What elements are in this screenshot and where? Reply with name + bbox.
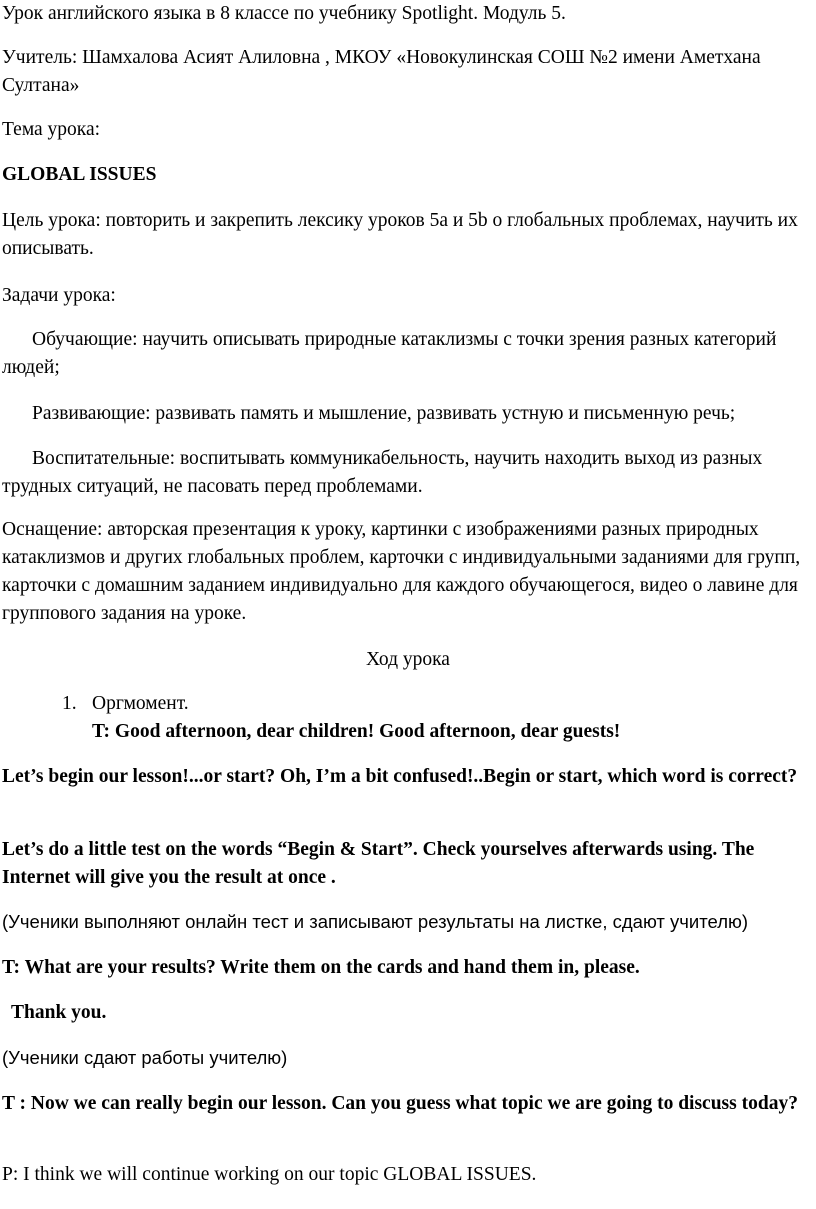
lesson-goal: Цель урока: повторить и закрепить лексику уроков 5a и 5b о глобальных проблемах, научить их описывать. [2, 210, 798, 259]
teacher-info: Учитель: Шамхалова Асият Алиловна , МКОУ «Новокулинская СОШ №2 имени Аметхана Султана» [2, 47, 761, 96]
task-educational: Обучающие: научить описывать природные катаклизмы с точки зрения разных категорий людей; [2, 329, 777, 378]
lesson-header: Урок английского языка в 8 классе по учебнику Spotlight. Модуль 5. [2, 3, 566, 24]
task-upbringing: Воспитательные: воспитывать коммуникабельность, научить находить выход из разных трудных ситуаций, не пасовать перед проблемами. [2, 448, 763, 497]
topic-title: GLOBAL ISSUES [2, 164, 157, 185]
equipment-paragraph: Оснащение: авторская презентация к уроку, картинки с изображениями разных природных катаклизмов и других глобальных проблем, карточки с индивидуальными заданиями для групп, карточки с домашним заданием индивидуально для каждого обучающегося, видео о лавине для группового задания на уроке. [2, 519, 801, 624]
teacher-greeting: T: Good afternoon, dear children! Good afternoon, dear guests! [92, 721, 621, 742]
list-number: 1. [62, 693, 77, 714]
students-test-note: (Ученики выполняют онлайн тест и записывают результаты на листке, сдают учителю) [2, 911, 749, 932]
lesson-flow-title: Ход урока [366, 649, 450, 670]
results-question: T: What are your results? Write them on the cards and hand them in, please. [2, 957, 640, 978]
test-instruction: Let’s do a little test on the words “Begin & Start”. Check yourselves afterwards using. The Internet will give you the result at once . [2, 839, 755, 888]
tasks-label: Задачи урока: [2, 285, 116, 306]
topic-guess-question: T : Now we can really begin our lesson. Can you guess what topic we are going to discuss today? [2, 1093, 798, 1114]
begin-question: Let’s begin our lesson!...or start? Oh, I’m a bit confused!..Begin or start, which word is correct? [2, 766, 798, 787]
thank-you: Thank you. [11, 1002, 107, 1023]
pupil-answer: P: I think we will continue working on our topic GLOBAL ISSUES. [2, 1164, 537, 1185]
task-developing: Развивающие: развивать память и мышление, развивать устную и письменную речь; [32, 403, 736, 424]
students-submit-note: (Ученики сдают работы учителю) [2, 1047, 288, 1068]
topic-label: Тема урока: [2, 119, 101, 140]
list-item-text: Оргмомент. [92, 693, 189, 714]
